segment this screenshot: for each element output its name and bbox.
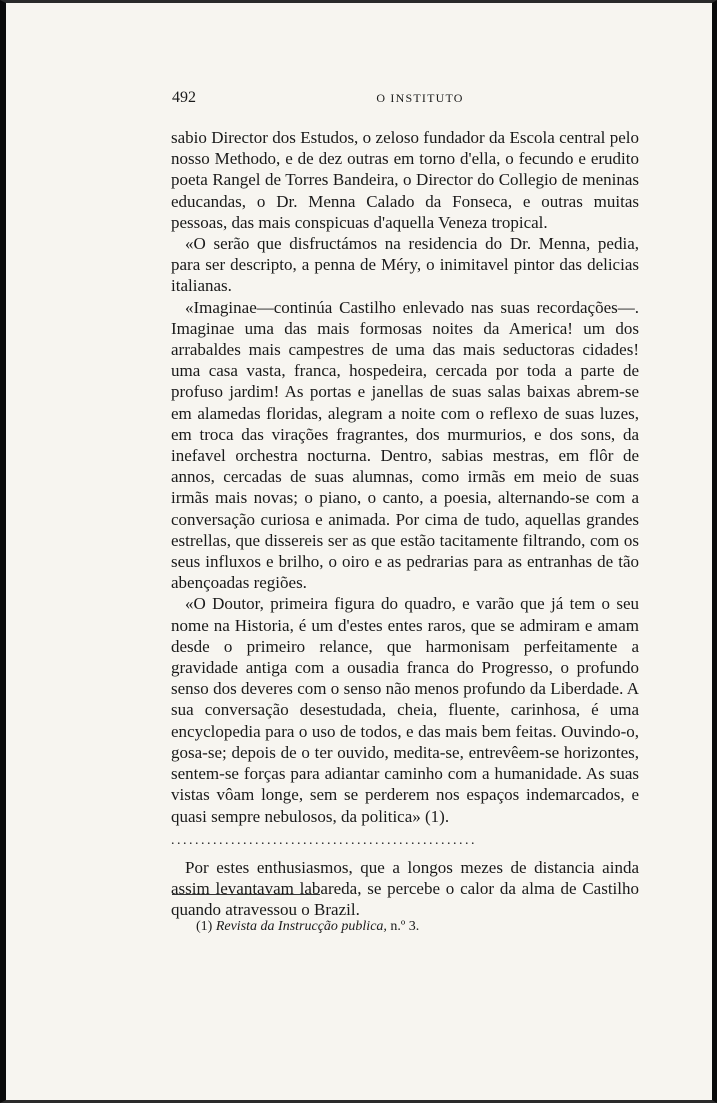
paragraph: Por estes enthusiasmos, que a longos mezes de distancia ainda assim levantavam labareda, se percebe o calor da alma de Castilho quando atravessou o Brazil. — [171, 857, 639, 920]
paragraph: «O serão que disfructámos na residencia do Dr. Menna, pedia, para ser descripto, a penna de Méry, o inimitavel pintor das delicias italianas. — [171, 234, 639, 296]
footnote-marker: (1) — [196, 919, 213, 934]
ellipsis-line: ................................................... — [171, 832, 477, 848]
page-number: 492 — [172, 89, 196, 106]
paragraph: «Imaginae—continúa Castilho enlevado nas suas recordações—. Imaginae uma das mais formosas noites da America! um dos arrabaldes mais campestres de uma das mais seductoras cidades! uma casa vasta, franca, hospedeira, cercada por toda a parte de profuso jardim! As portas e janellas de suas salas baixas abrem-se em alamedas floridas, alegram a noite com o reflexo de suas luzes, em troca das virações fragrantes, dos murmurios, e dos sons, da inefavel orchestra nocturna. Dentro, sabias mestras, em flôr de annos, cercadas de suas alumnas, como irmãs em meio de suas irmãs mais novas; o piano, o canto, a poesia, alternando-se com a conversação curiosa e animada. Por cima de tudo, aquellas grandes estrellas, que dissereis ser as que estão tacitamente filtrando, com os seus influxos e brilho, o oiro e as pedrarias para as entranhas de tão abençoadas regiões. — [171, 297, 639, 593]
footnote-number: n.º 3. — [390, 919, 420, 934]
body-text — [171, 127, 639, 920]
footnote-title: Revista da Instrucção publica, — [215, 919, 387, 934]
paragraph: «O Doutor, primeira figura do quadro, e varão que já tem o seu nome na Historia, é um d'estes entes raros, que se admiram e amam desde o primeiro relance, que harmonisam perfeitamente a gravidade antiga com a ousadia franca do Progresso, o profundo senso dos deveres com o senso não menos profundo da Liberdade. A sua conversação desestudada, cheia, fluente, carinhosa, é uma encyclopedia para o uso de todos, e das mais bem feitas. Ouvindo-o, gosa-se; depois de o ter ouvido, medita-se, entrevêem-se horizontes, sentem-se forças para adiantar caminho com a humanidade. As suas vistas vôam longe, sem se perderem nos espaços indemarcados, e quasi sempre nebulosos, da politica» (1). — [171, 594, 639, 826]
footnote — [196, 919, 636, 935]
running-head: O INSTITUTO — [376, 91, 464, 105]
page-header — [170, 89, 640, 113]
footnote-rule — [172, 894, 320, 895]
paragraph: sabio Director dos Estudos, o zeloso fundador da Escola central pelo nosso Methodo, e de dez outras em torno d'ella, o fecundo e erudito poeta Rangel de Torres Bandeira, o Director do Collegio de meninas educandas, o Dr. Menna Calado da Fonseca, e outras muitas pessoas, das mais conspicuas d'aquella Veneza tropical. — [171, 128, 639, 232]
